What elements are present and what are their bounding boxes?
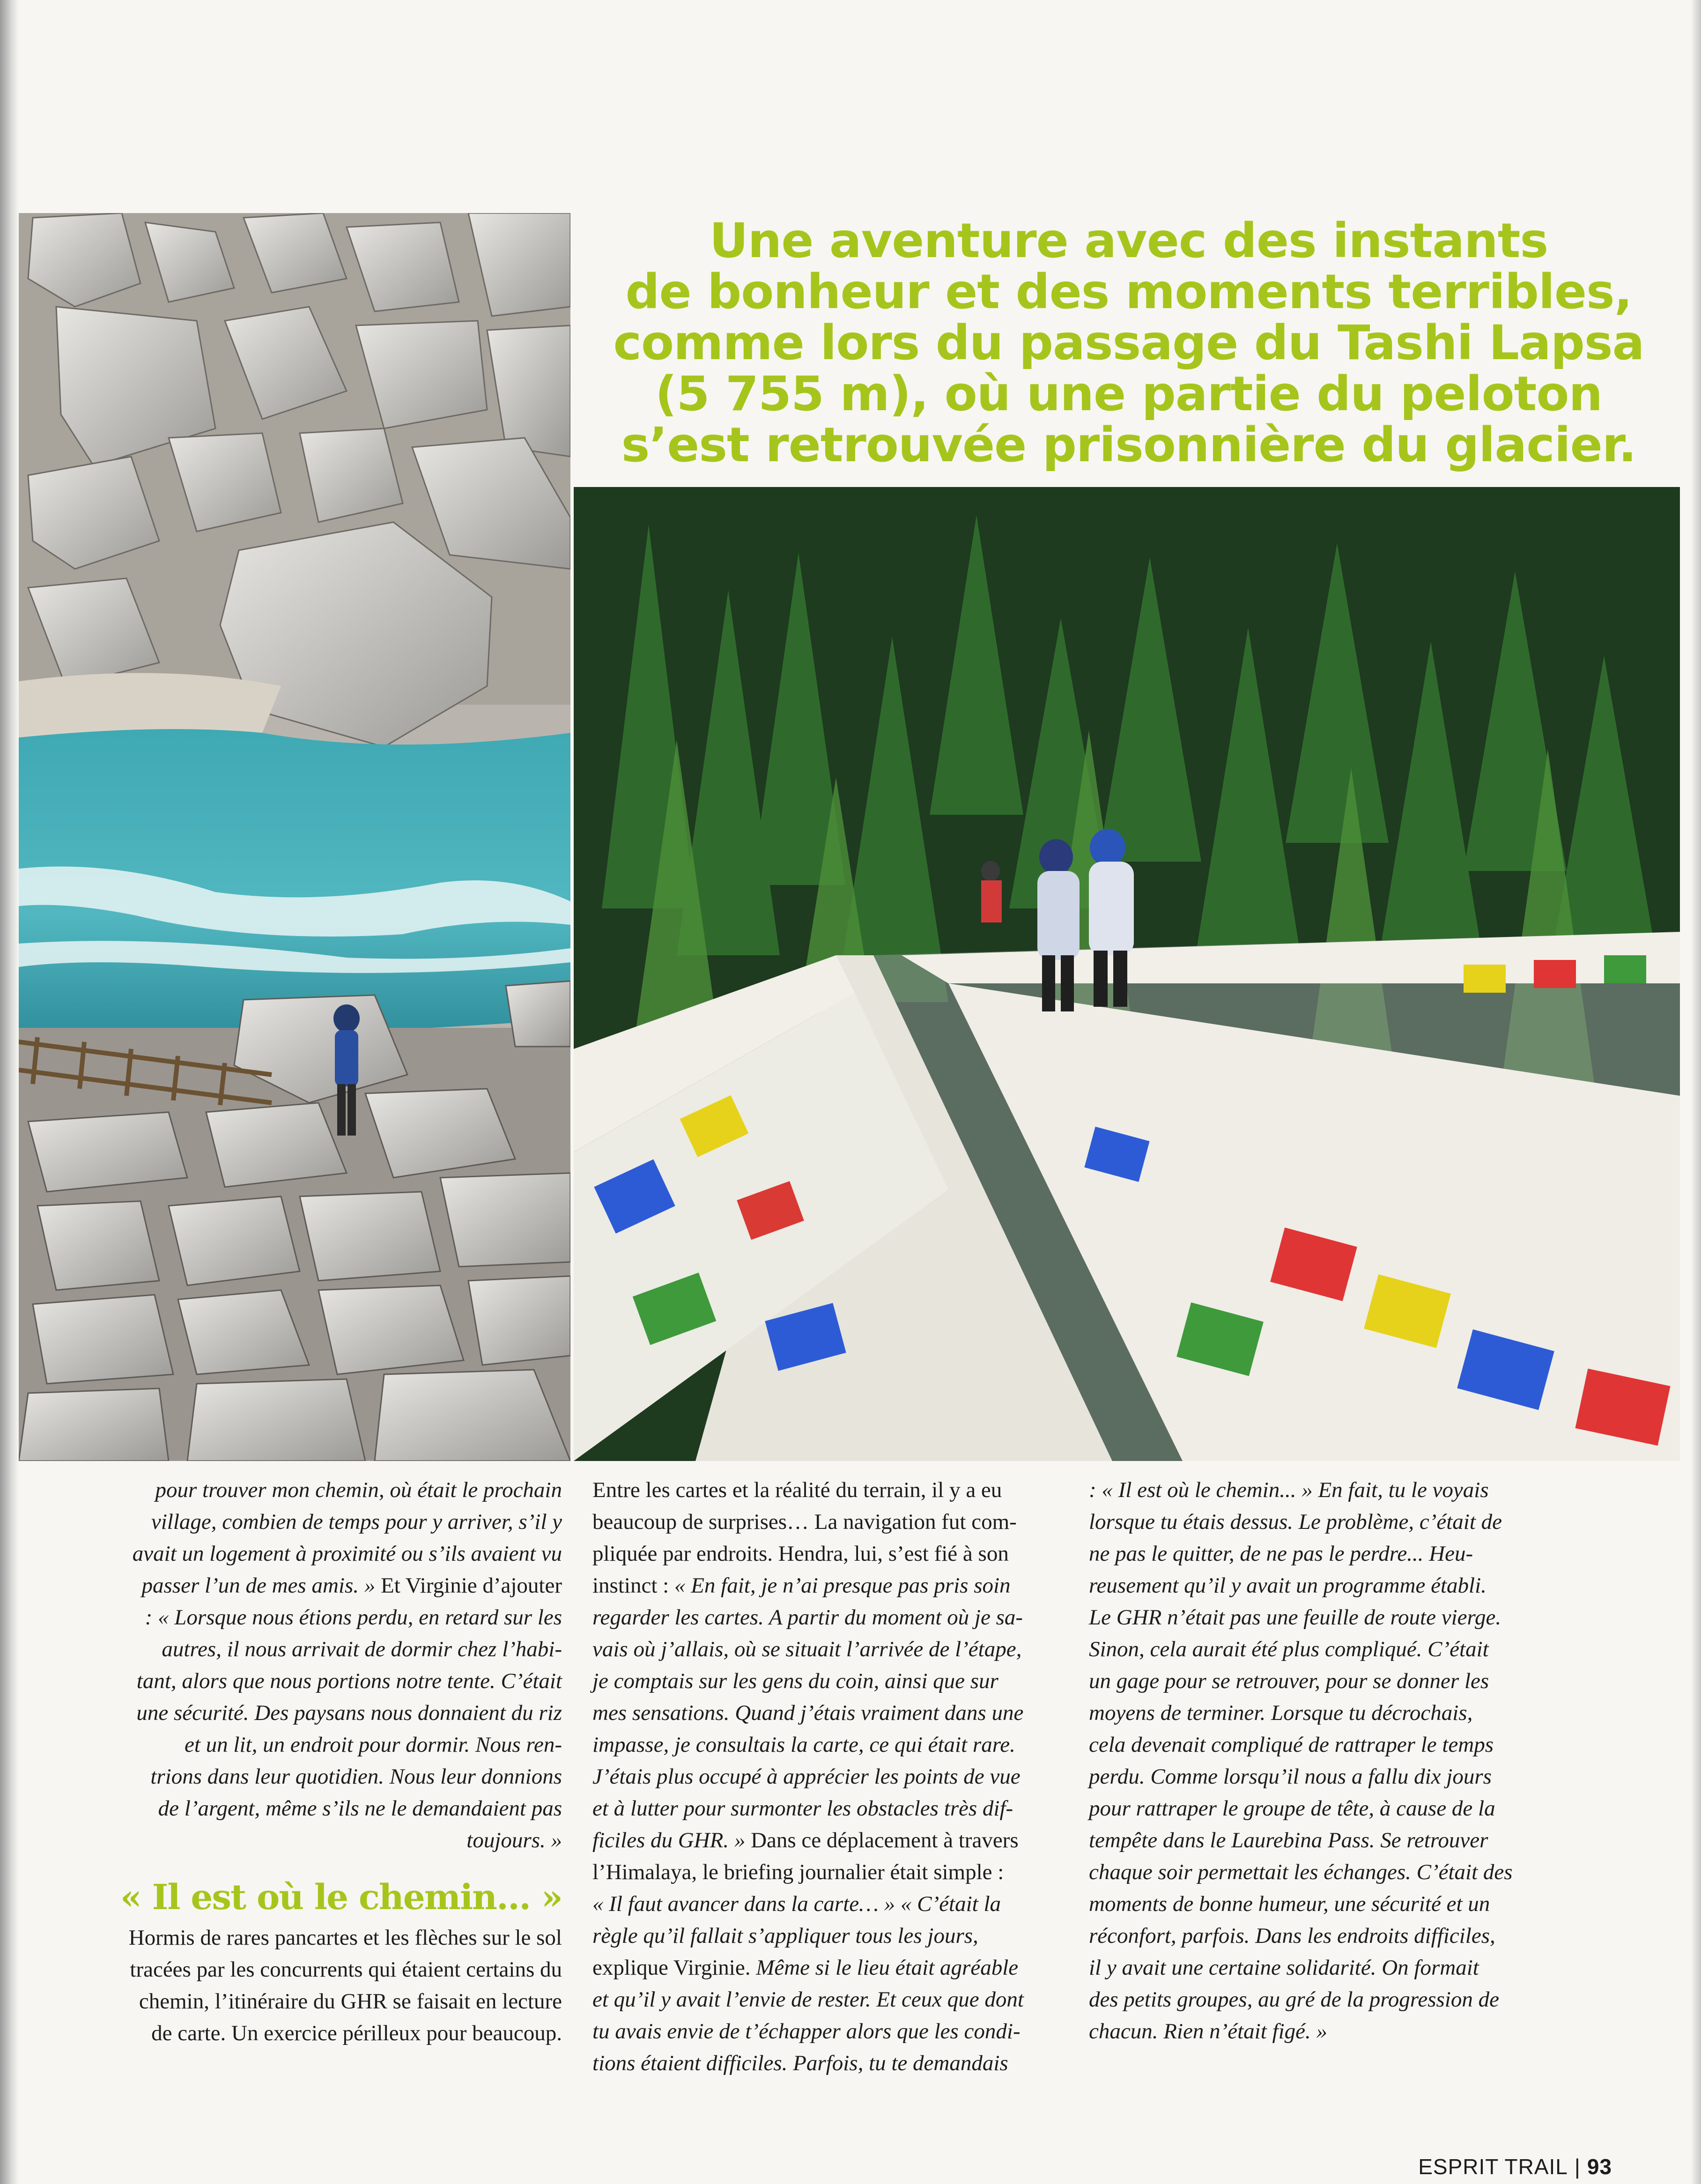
body-line: chaque soir permettait les échanges. C’était des [1089,1860,1513,1884]
body-line: Hormis de rares pancartes et les flèches sur le sol [128,1926,562,1950]
body-line: vais où j’allais, où se situait l’arrivée de l’étape, [592,1637,1022,1661]
folio-separator: | [1574,2154,1581,2179]
body-line: chemin, l’itinéraire du GHR se faisait en lecture [139,1989,562,2014]
quote-end: passer l’un de mes amis. » [141,1573,376,1598]
body-line [592,1538,1061,1570]
body-line [592,1570,1061,1601]
pull-quote-line: de bonheur et des moments terribles, [625,264,1632,320]
body-line: impasse, je consultais la carte, ce qui était rare. [592,1733,1015,1757]
roman-text: instinct : [592,1573,674,1598]
body-line: réconfort, parfois. Dans les endroits difficiles, [1089,1924,1495,1948]
body-line: tracées par les concurrents qui étaient certains du [130,1957,562,1982]
roman-text: Dans ce déplacement à travers [745,1828,1019,1852]
body-line: autres, il nous arrivait de dormir chez l’habi- [162,1637,562,1661]
body-line: un gage pour se retrouver, pour se donner les [1089,1669,1489,1693]
body-line: tions étaient difficiles. Parfois, tu te demandais [592,2051,1008,2075]
body-line: : « Il est où le chemin... » En fait, tu le voyais [1089,1478,1489,1502]
body-line: mes sensations. Quand j’étais vraiment dans une [592,1701,1024,1725]
page-gutter-shadow [0,0,19,2184]
attribution: Et Virginie d’ajouter [375,1573,562,1598]
body-line: tempête dans le Laurebina Pass. Se retrouver [1089,1828,1488,1852]
body-line: de l’argent, même s’ils ne le demandaient pas [158,1796,562,1821]
body-line: ne pas le quitter, de ne pas le perdre... Heu- [1089,1542,1473,1566]
body-line [592,1824,1061,1856]
body-line: avait un logement à proximité ou s’ils avaient vu [132,1542,562,1566]
body-line: il y avait une certaine solidarité. On formait [1089,1955,1479,1980]
text-column-2 [592,1474,1061,2079]
page-footer [1418,2154,1612,2179]
roman-text: beaucoup de surprises… La navigation fut com- [592,1510,1017,1534]
text-column-3 [1089,1474,1562,2047]
body-line: je comptais sur les gens du coin, ainsi que sur [592,1669,998,1693]
page-number: 93 [1587,2154,1612,2179]
body-line: des petits groupes, au gré de la progression de [1089,1987,1499,2012]
body-line: : « Lorsque nous étions perdu, en retard sur les [145,1605,562,1630]
body-line: moyens de terminer. Lorsque tu décrochais, [1089,1701,1473,1725]
body-line: perdu. Comme lorsqu’il nous a fallu dix jours [1089,1764,1492,1789]
body-line: l’Himalaya, le briefing journalier était simple : [592,1860,1004,1884]
body-line: moments de bonne humeur, une sécurité et un [1089,1892,1490,1916]
body-line: tu avais envie de t’échapper alors que les condi- [592,2019,1021,2044]
body-line: une sécurité. Des paysans nous donnaient du riz [136,1701,562,1725]
pull-quote-line: s’est retrouvée prisonnière du glacier. [621,417,1636,473]
body-line: Sinon, cela aurait été plus compliqué. C’était [1089,1637,1489,1661]
body-line: trions dans leur quotidien. Nous leur donnions [150,1764,562,1789]
body-line: pour rattraper le groupe de tête, à cause de la [1089,1796,1495,1821]
body-line: toujours. » [466,1828,562,1852]
body-line: chacun. Rien n’était figé. » [1089,2019,1328,2044]
body-line: de carte. Un exercice périlleux pour beaucoup. [151,2021,562,2045]
photo-suspension-bridge [574,487,1680,1461]
body-line: règle qu’il fallait s’appliquer tous les jours, [592,1924,978,1948]
italic-quote: Même si le lieu était agréable [756,1955,1019,1980]
pull-quote [581,215,1677,471]
text-column-1 [94,1474,562,2049]
body-line: village, combien de temps pour y arriver, s’il y [151,1510,562,1534]
body-line: reusement qu’il y avait un programme établi. [1089,1573,1487,1598]
pull-quote-line: Une aventure avec des instants [709,213,1548,269]
body-line: regarder les cartes. A partir du moment où je sa- [592,1605,1023,1630]
pull-quote-line: (5 755 m), où une partie du peloton [655,366,1603,422]
pull-quote-line: comme lors du passage du Tashi Lapsa [613,315,1644,371]
body-line [592,1506,1061,1538]
photo-river-rocks [19,213,570,1461]
section-subheading: « Il est où le chemin… » [120,1877,562,1918]
body-line [94,1570,562,1601]
body-line: et un lit, un endroit pour dormir. Nous ren- [185,1733,562,1757]
body-line: Le GHR n’était pas une feuille de route vierge. [1089,1605,1501,1630]
body-line: et à lutter pour surmonter les obstacles très dif- [592,1796,1013,1821]
body-line: pour trouver mon chemin, où était le prochain [155,1478,562,1502]
body-line: cela devenait compliqué de rattraper le temps [1089,1733,1494,1757]
roman-text: pliquée par endroits. Hendra, lui, s’est fié à son [592,1542,1009,1566]
page-edge-shadow [1691,0,1701,2184]
body-line: J’étais plus occupé à apprécier les points de vue [592,1764,1021,1789]
body-line: tant, alors que nous portions notre tente. C’était [136,1669,562,1693]
italic-quote: « En fait, je n’ai presque pas pris soin [674,1573,1011,1598]
magazine-name: ESPRIT TRAIL [1418,2154,1568,2179]
roman-text: explique Virginie. [592,1955,756,1980]
body-line [592,1952,1061,1984]
body-line: « Il faut avancer dans la carte… » « C’était la [592,1892,1001,1916]
italic-quote: ficiles du GHR. » [592,1828,746,1852]
body-line: lorsque tu étais dessus. Le problème, c’était de [1089,1510,1502,1534]
roman-text: Entre les cartes et la réalité du terrain, il y a eu [592,1478,1002,1502]
body-line: et qu’il y avait l’envie de rester. Et ceux que dont [592,1987,1024,2012]
body-line [592,1474,1061,1506]
